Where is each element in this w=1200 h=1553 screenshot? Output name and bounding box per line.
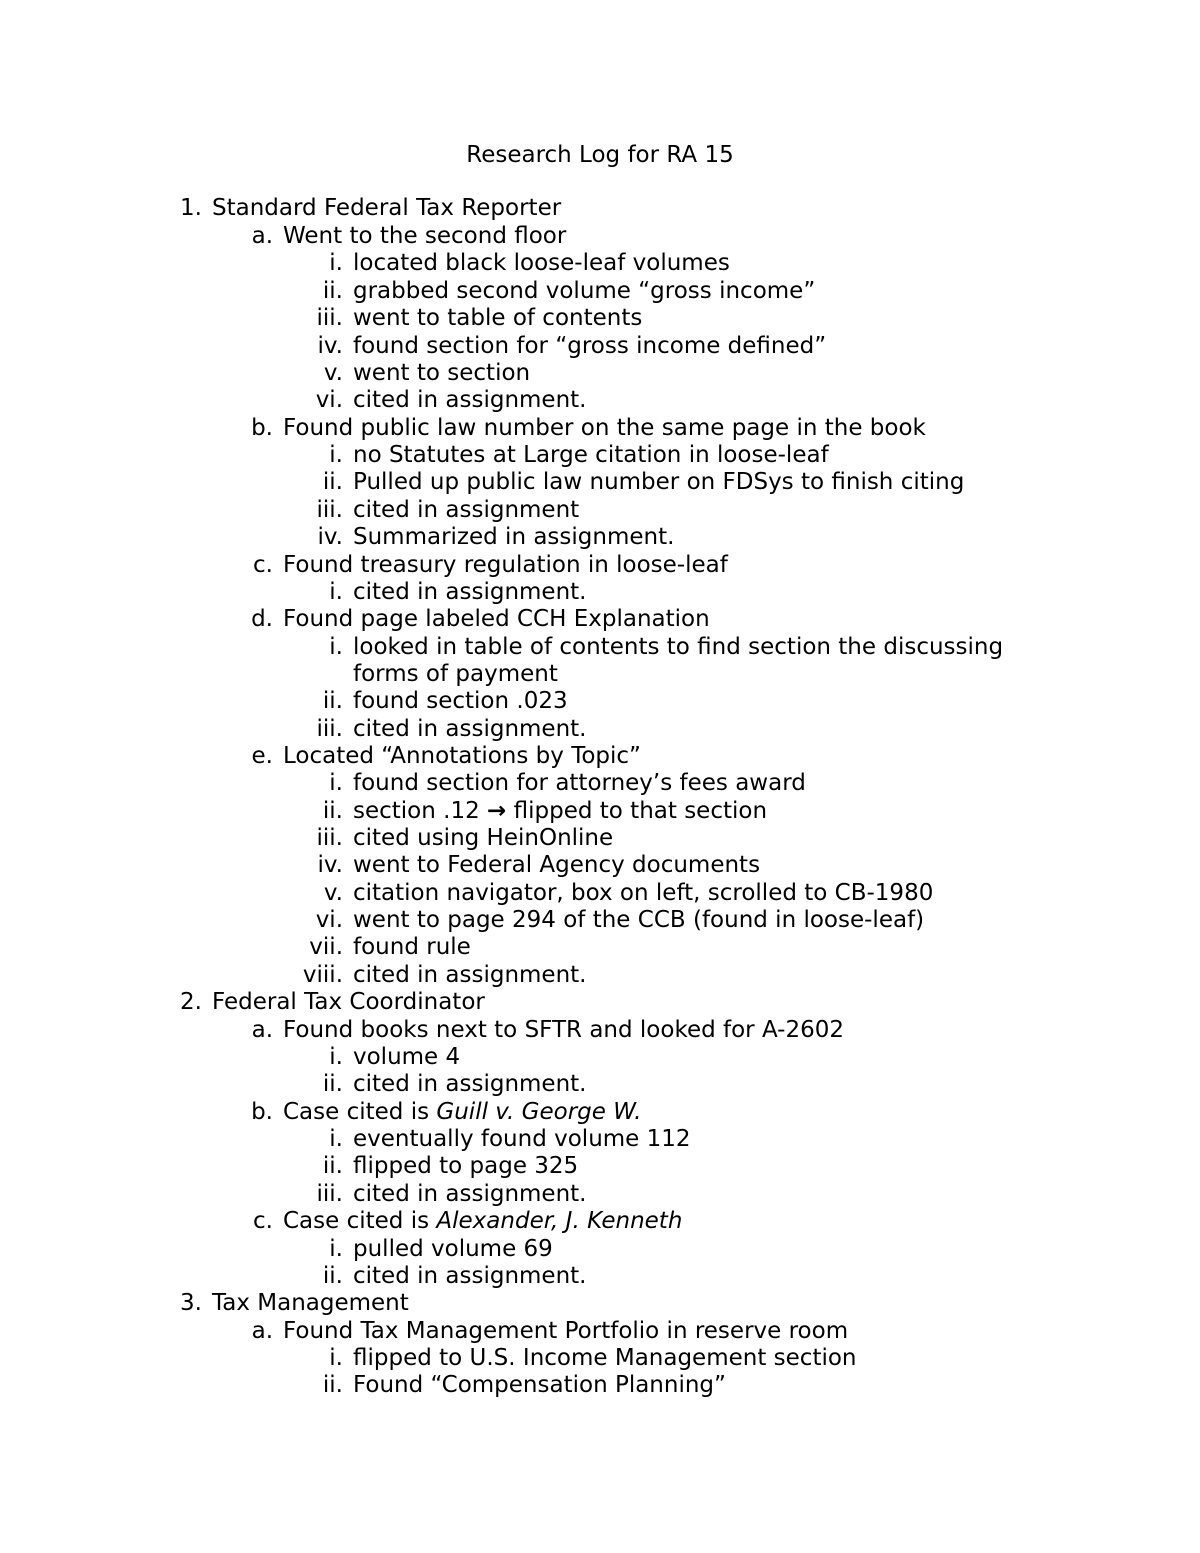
step-text: volume 4: [353, 1044, 461, 1070]
step-text: cited using HeinOnline: [353, 825, 614, 851]
section-heading: [180, 1290, 409, 1317]
list-marker: ii.: [322, 278, 343, 304]
case-name: Alexander, J. Kenneth: [436, 1208, 683, 1234]
list-step: [315, 907, 925, 934]
step-text-after: flipped to that section: [513, 798, 768, 824]
list-step: [329, 442, 829, 469]
list-step: [316, 1181, 587, 1208]
item-text-prefix: Case cited is: [283, 1099, 437, 1125]
list-marker: 2.: [180, 989, 202, 1015]
list-step: [322, 798, 768, 825]
list-marker: i.: [329, 250, 343, 276]
step-text: cited in assignment.: [353, 387, 587, 413]
list-step: [323, 360, 531, 387]
list-marker: a.: [251, 1318, 273, 1344]
step-text: Found “Compensation Planning”: [353, 1372, 726, 1398]
step-text: cited in assignment: [353, 497, 580, 523]
step-text: no Statutes at Large citation in loose-leaf: [353, 442, 829, 468]
step-text: Summarized in assignment.: [353, 524, 675, 550]
step-text: Pulled up public law number on FDSys to finish citing: [353, 469, 965, 495]
step-text: grabbed second volume “gross income”: [353, 278, 816, 304]
list-step: [322, 1263, 587, 1290]
section-heading: [180, 195, 562, 222]
list-step: [329, 579, 587, 606]
item-text: Found Tax Management Portfolio in reserve room: [283, 1318, 849, 1344]
list-item: [251, 1099, 642, 1126]
list-step: [317, 852, 761, 879]
list-marker: a.: [251, 1017, 273, 1043]
step-text: eventually found volume 112: [353, 1126, 691, 1152]
case-name: Guill v. George W.: [436, 1099, 642, 1125]
list-marker: iv.: [317, 524, 343, 550]
list-step: [323, 880, 934, 907]
list-step: [329, 1044, 461, 1071]
list-step: [329, 1345, 857, 1372]
item-text: Found treasury regulation in loose-leaf: [283, 552, 728, 578]
step-text: cited in assignment.: [353, 1181, 587, 1207]
step-text-before: section .12: [353, 798, 480, 824]
item-text: Found books next to SFTR and looked for A-2602: [283, 1017, 845, 1043]
list-marker: ii.: [322, 469, 343, 495]
list-marker: viii.: [302, 962, 343, 988]
list-item: [253, 1208, 683, 1235]
section-text: Tax Management: [212, 1290, 409, 1316]
list-marker: ii.: [322, 1071, 343, 1097]
step-text: found section for “gross income defined”: [353, 333, 827, 359]
list-marker: iii.: [316, 825, 343, 851]
list-marker: iii.: [316, 1181, 343, 1207]
right-arrow-icon: →: [487, 798, 507, 824]
list-step: [322, 278, 816, 305]
step-text: looked in table of contents to find section the discussing forms of payment: [353, 634, 1004, 688]
list-step: [317, 524, 675, 551]
list-item: [251, 415, 926, 442]
step-text: flipped to U.S. Income Management section: [353, 1345, 857, 1371]
list-marker: i.: [329, 1126, 343, 1152]
list-step: [309, 934, 471, 961]
step-text: found section .023: [353, 688, 568, 714]
step-text: cited in assignment.: [353, 1071, 587, 1097]
list-step: [322, 1071, 587, 1098]
item-text-prefix: Case cited is: [283, 1208, 437, 1234]
list-marker: i.: [329, 579, 343, 605]
list-marker: ii.: [322, 688, 343, 714]
list-marker: v.: [323, 880, 343, 906]
list-marker: iii.: [316, 497, 343, 523]
list-step: [329, 634, 1033, 689]
list-item: [251, 1017, 845, 1044]
list-step: [329, 250, 730, 277]
step-text: flipped to page 325: [353, 1153, 579, 1179]
list-item: [251, 223, 567, 250]
section-heading: [180, 989, 485, 1016]
list-marker: i.: [329, 770, 343, 796]
document-title: Research Log for RA 15: [466, 142, 734, 168]
list-marker: i.: [329, 634, 343, 660]
step-text: cited in assignment.: [353, 716, 587, 742]
list-marker: vi.: [315, 387, 343, 413]
item-text: Found public law number on the same page in the book: [283, 415, 926, 441]
list-marker: iii.: [316, 305, 343, 331]
step-text: cited in assignment.: [353, 579, 587, 605]
list-marker: ii.: [322, 1372, 343, 1398]
section-text: Standard Federal Tax Reporter: [212, 195, 562, 221]
list-marker: i.: [329, 1044, 343, 1070]
step-text: citation navigator, box on left, scrolled to CB-1980: [353, 880, 934, 906]
list-marker: i.: [329, 442, 343, 468]
list-marker: ii.: [322, 1153, 343, 1179]
list-marker: 3.: [180, 1290, 202, 1316]
list-marker: e.: [251, 743, 273, 769]
list-marker: ii.: [322, 1263, 343, 1289]
list-marker: iii.: [316, 716, 343, 742]
list-step: [317, 333, 827, 360]
list-marker: vii.: [309, 934, 343, 960]
step-text: cited in assignment.: [353, 1263, 587, 1289]
item-text: Found page labeled CCH Explanation: [283, 606, 710, 632]
item-text: Went to the second floor: [283, 223, 567, 249]
list-marker: iv.: [317, 333, 343, 359]
step-text: found rule: [353, 934, 471, 960]
step-text: went to Federal Agency documents: [353, 852, 761, 878]
step-text: went to table of contents: [353, 305, 643, 331]
section-text: Federal Tax Coordinator: [212, 989, 485, 1015]
list-marker: b.: [251, 415, 273, 441]
list-marker: 1.: [180, 195, 202, 221]
list-step: [322, 1372, 726, 1399]
step-text: went to page 294 of the CCB (found in loose-leaf): [353, 907, 925, 933]
list-step: [316, 716, 587, 743]
step-text: cited in assignment.: [353, 962, 587, 988]
list-step: [302, 962, 587, 989]
list-step: [329, 770, 806, 797]
step-text: found section for attorney’s fees award: [353, 770, 806, 796]
list-marker: c.: [253, 552, 273, 578]
list-item: [251, 743, 641, 770]
list-item: [251, 1318, 849, 1345]
list-marker: a.: [251, 223, 273, 249]
list-step: [329, 1126, 691, 1153]
list-step: [322, 469, 965, 496]
list-step: [316, 825, 614, 852]
list-marker: c.: [253, 1208, 273, 1234]
list-item: [251, 606, 710, 633]
list-marker: d.: [251, 606, 273, 632]
step-text: went to section: [353, 360, 531, 386]
list-marker: vi.: [315, 907, 343, 933]
list-marker: ii.: [322, 798, 343, 824]
list-step: [315, 387, 587, 414]
list-step: [316, 305, 643, 332]
list-marker: v.: [323, 360, 343, 386]
list-marker: i.: [329, 1236, 343, 1262]
list-item: [253, 552, 728, 579]
item-text: Located “Annotations by Topic”: [283, 743, 641, 769]
list-marker: b.: [251, 1099, 273, 1125]
list-marker: i.: [329, 1345, 343, 1371]
list-step: [322, 688, 568, 715]
step-text: located black loose-leaf volumes: [353, 250, 730, 276]
step-text: pulled volume 69: [353, 1236, 553, 1262]
list-step: [329, 1236, 553, 1263]
list-marker: iv.: [317, 852, 343, 878]
list-step: [322, 1153, 579, 1180]
list-step: [316, 497, 580, 524]
